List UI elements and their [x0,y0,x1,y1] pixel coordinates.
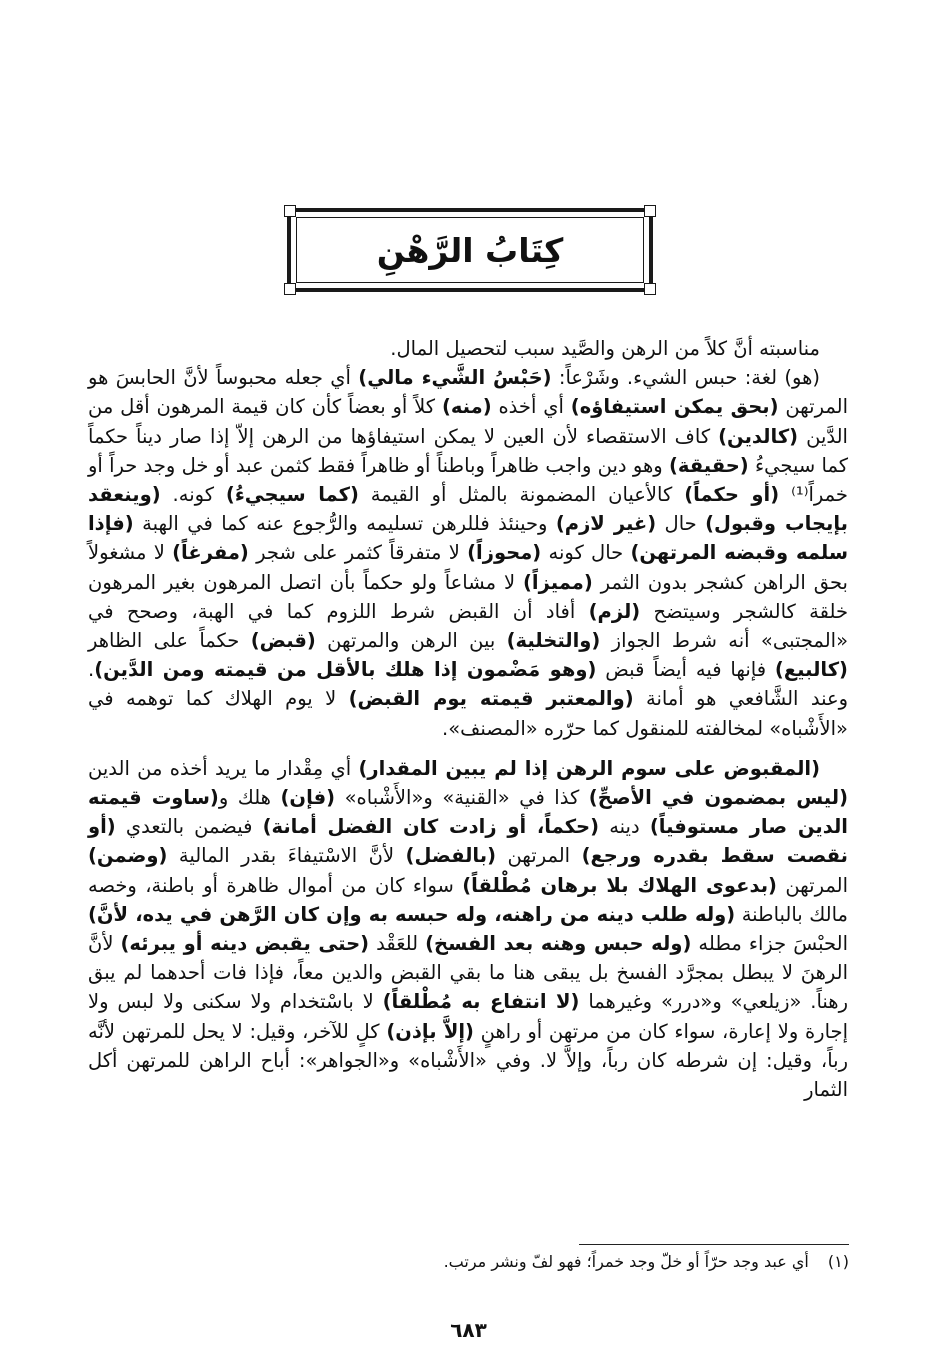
text-segment: لا متفرقاً كثمر على شجر [248,541,468,565]
text-segment: كونه. [160,483,226,507]
bold-text-segment: (وضمن) [88,844,168,868]
text-segment: كالأعيان المضمونة بالمثل أو القيمة [358,483,685,507]
main-text [88,334,848,1104]
text-segment: ⁽¹⁾ [791,483,809,507]
bold-text-segment: (محوزاً) [467,541,542,565]
text-segment: كاف الاستقصاء لأن العين لا يمكن استيفاؤها من الرهن إلاّ إذا صار ديناً حكماً كما سيجيءُ [88,424,848,477]
page-number: ٦٨٣ [450,1318,487,1342]
bold-text-segment: (حقيقة) [668,453,749,477]
text-segment: فإنها فيه أيضاً قبض [596,658,775,682]
text-segment: لأنَّ الاسْتيفاءَ بقدر المالية [167,844,406,868]
bold-text-segment: (ساوت قيمته الدين صار مستوفياً) [88,786,848,839]
footnote [89,1250,849,1274]
bold-text-segment: (حكماً، أو زادت كان الفضل أمانة) [262,815,600,839]
bold-text-segment: (مفرغاً) [172,541,249,565]
frame-corner-ornament [284,205,296,217]
text-segment: الحبْسَ جزاء مطله [691,932,848,956]
bold-text-segment: (كالدين) [718,424,799,448]
text-segment: لأنَّ الرهنَ لا يبطل بمجرَّد الفسخ بل يبقى هنا ما بقي القبض والدين معاً، فإذا فات أحدهما لم يبق رهناً. «زيلعي» و«درر» وغيرهما [88,932,849,1014]
chapter-title: كِتَابُ الرَّهْنِ [376,230,564,270]
text-segment: حال كونه [541,541,631,565]
bold-text-segment: (فإن) [280,786,336,810]
text-segment: المرتهن [776,873,848,897]
text-segment: لا مشاعاً ولو حكماً بأن اتصل المرهون بغير المرهون خلقة كالشجر وسيتضح [88,570,849,623]
bold-text-segment: (المقبوض على سوم الرهن إذا لم يبين المقدار) [358,756,820,780]
text-segment: مناسبته أنَّ كلاً من الرهن والصَّيد سبب لتحصيل المال. [390,337,820,360]
text-segment: أي جعله محبوساً لأنَّ الحابسَ هو المرتهن [88,366,848,419]
text-segment: أي أخذه [491,395,571,419]
text-segment: وهو دين واجب ظاهراً وباطناً أو ظاهراً فقط كثمن عبد أو خل وجد حراً أو خمراً [88,453,848,507]
text-segment: دينه [599,815,650,839]
text-segment: (هو) لغة: حبس الشيء. وشَرْعاً: [551,366,820,390]
text-segment: كلاً أو بعضاً كأن كان قيمة المرهون أقل من الدَّين [88,395,848,448]
bold-text-segment: (لزم) [588,599,641,623]
text-segment: لا يوم الهلاك كما توهمه في «الأَشْباه» لمخالفته للمنقول كما حرّره «المصنف». [88,687,848,740]
text-segment: لا باسْتخدام ولا سكنى ولا لبس ولا إجارة ولا إعارة، سواء كان من مرتهن أو راهنٍ [88,990,848,1043]
text-segment: هلك و [218,786,281,810]
text-segment: للعَقْد [369,932,426,956]
text-segment: كلٍ للآخر، وقيل: لا يحل للمرتهن لأنَّه رباً، وقيل: إن شرطه كان رباً، وإلاَّ لا. وفي «الأَشْباه» و«الجواهر»: أباح الراهن للمرتهن أكل الثمار [88,1019,848,1102]
paragraph [88,334,848,363]
bold-text-segment: (وينعقد بإيجاب وقبول) [88,483,848,536]
text-segment: أي مِقْدار ما يريد أخذه من الدين [88,756,359,780]
text-segment: حكماً على الظاهر [88,629,251,653]
footnote-number: (١) [827,1252,849,1271]
bold-text-segment: (أو نقصت سقط بقدره ورجع) [88,815,848,868]
paragraph [88,754,848,1104]
bold-text-segment: (وله حبس وهنه بعد الفسخ) [425,932,692,956]
bold-text-segment: (كما سيجيءُ) [225,483,359,507]
text-segment: وحينئذ فللرهن تسليمه والرُّجوع عنه كما في الهبة [133,512,556,536]
text-segment: بين الرهن والمرتهن [315,629,507,653]
text-segment: لا مشغولاً بحق الراهن كشجر بدون الثمر [88,541,848,594]
bold-text-segment: (فإذا سلمه وقبضه المرتهن) [88,512,849,565]
bold-text-segment: (وله طلب دينه من راهنه، وله حبسه به وإن كان الرَّهن في يده، لأنَّ) [88,902,736,926]
bold-text-segment: (بحق يمكن استيفاؤه) [570,395,779,419]
text-segment: . وعند الشَّافعي هو أمانة [88,658,849,711]
text-segment: كذا في «القنية» و«الأَشْباه» [335,786,589,810]
text-segment: أفاد أن القبض شرط اللزوم كما في الهبة، وصحح في «المجتبى» أنه شرط الجواز [88,599,848,653]
bold-text-segment: (والمعتبر قيمته يوم القبض) [348,687,634,711]
bold-text-segment: (قبض) [250,629,316,653]
bold-text-segment: (أو حكماً) [684,483,780,507]
text-segment: المرتهن [496,844,582,868]
frame-corner-ornament [644,205,656,217]
bold-text-segment: (حَبْسُ الشَّيء مالي) [358,366,552,390]
bold-text-segment: (حتى يقبض دينه أو يبرئه) [120,932,370,956]
footnote-separator [579,1244,849,1245]
text-segment [779,483,791,506]
paragraph [88,363,848,743]
bold-text-segment: (إلاَّ بإذن) [386,1019,474,1043]
bold-text-segment: (مميزاً) [523,570,593,594]
footnote-text: أي عبد وجد حرّاً أو خلّ وجد خمراً؛ فهو لفّ ونشر مرتب. [443,1252,809,1271]
text-segment: حال [656,512,706,536]
bold-text-segment: (غير لازم) [555,512,657,536]
frame-corner-ornament [284,283,296,295]
bold-text-segment: (ليس بمضمون في الأصحِّ) [588,786,848,810]
bold-text-segment: (منه) [441,395,492,419]
frame-corner-ornament [644,283,656,295]
bold-text-segment: (بدعوى الهلاك بلا برهان مُطْلقاً) [462,873,777,897]
text-segment: سواء كان من أموال ظاهرة أو باطنة، وخصه مالك بالباطنة [88,873,848,926]
bold-text-segment: (وهو مَضْمون إذا هلك بالأقل من قيمته ومن الدَّين) [94,658,597,682]
text-segment: فيضمن بالتعدي [115,815,263,839]
bold-text-segment: (كالبيع) [774,658,848,682]
bold-text-segment: (لا انتفاع به مُطْلقاً) [382,990,580,1014]
bold-text-segment: (والتخلية) [506,629,601,653]
bold-text-segment: (بالفضل) [405,844,496,868]
chapter-title-frame [287,208,653,292]
